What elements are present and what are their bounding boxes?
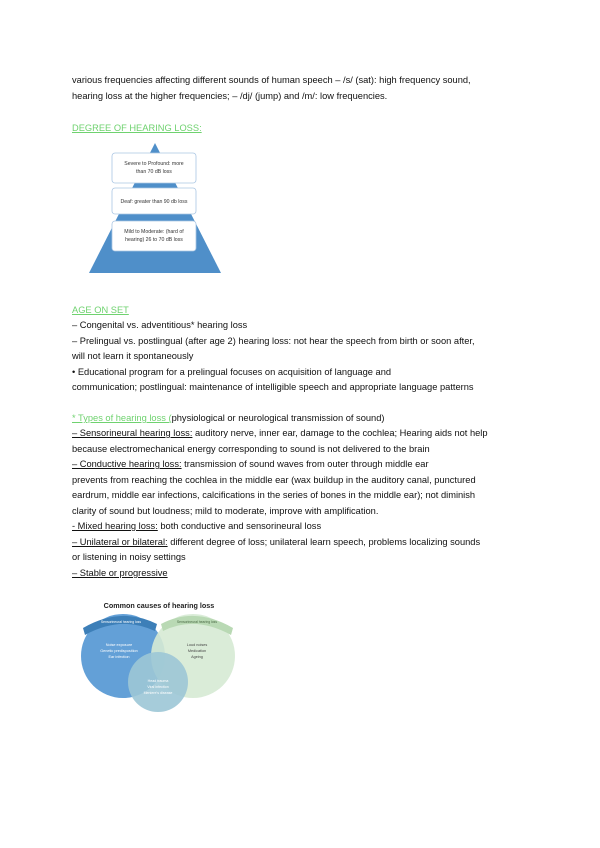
age-item-3-line-2: communication; postlingual: maintenance of intelligible speech and appropriate language patterns <box>72 382 474 392</box>
causes-right-banner-text: Sensorineural hearing loss <box>176 620 218 624</box>
causes-left-line-3: Ear infection <box>108 655 130 659</box>
conductive-text: transmission of sound waves from outer through middle ear <box>181 459 429 469</box>
age-item-2-line-1: – Prelingual vs. postlingual (after age 2) hearing loss: not hear the speech from birth or soon after, <box>72 336 475 346</box>
pyramid-bottom-line-2: hearing) 26 to 70 dB loss <box>125 237 183 243</box>
mixed-text: both conductive and sensorineural loss <box>157 521 322 531</box>
age-heading: AGE ON SET <box>72 305 129 315</box>
causes-left-line-1: Noise exposure <box>105 643 133 647</box>
sensorineural-text: auditory nerve, inner ear, damage to the cochlea; Hearing aids not help <box>192 428 488 438</box>
causes-diagram <box>75 598 240 716</box>
hearing-loss-pyramid <box>85 141 225 276</box>
age-item-2-line-2: will not learn it spontaneously <box>72 351 194 361</box>
causes-bottom-line-3: Meniere's disease <box>143 691 173 695</box>
sensorineural-label: – Sensorineural hearing loss: <box>72 428 193 438</box>
mixed-line <box>72 519 528 535</box>
causes-bottom-line-2: Viral infection <box>147 685 169 689</box>
causes-title: Common causes of hearing loss <box>103 601 215 610</box>
types-heading-link[interactable]: * Types of hearing loss ( <box>72 413 172 423</box>
causes-left-banner-text: Sensorineural hearing loss <box>100 620 142 624</box>
pyramid-top-line-1: Severe to Profound: more <box>124 161 184 167</box>
intro-line-1: various frequencies affecting different sounds of human speech – /s/ (sat): high frequency sound, <box>72 75 471 85</box>
causes-bottom-line-1: Head trauma <box>147 679 169 683</box>
sensorineural-line-1 <box>72 426 528 442</box>
types-heading-rest: physiological or neurological transmission of sound) <box>171 413 385 423</box>
conductive-line-1 <box>72 457 528 473</box>
causes-right-line-1: Loud noises <box>186 643 208 647</box>
age-item-1: – Congenital vs. adventitious* hearing loss <box>72 320 248 330</box>
causes-right-line-2: Medication <box>187 649 207 653</box>
age-item-3-line-1: • Educational program for a prelingual focuses on acquisition of language and <box>72 367 392 377</box>
pyramid-middle-text: Deaf: greater than 90 db loss <box>120 199 188 205</box>
conductive-line-4: clarity of sound but loudness; mild to moderate, improve with amplification. <box>72 506 379 516</box>
unilateral-label: – Unilateral or bilateral: <box>72 537 168 547</box>
mixed-label: - Mixed hearing loss: <box>72 521 158 531</box>
pyramid-box-bottom <box>112 221 196 251</box>
unilateral-line-1 <box>72 535 528 551</box>
pyramid-box-top <box>112 153 196 183</box>
conductive-label: – Conductive hearing loss: <box>72 459 182 469</box>
causes-right-line-3: Ageing <box>191 655 203 659</box>
unilateral-text: different degree of loss; unilateral learn speech, problems localizing sounds <box>167 537 481 547</box>
conductive-line-2: prevents from reaching the cochlea in the middle ear (wax buildup in the auditory canal, punctured <box>72 475 476 485</box>
conductive-line-3: eardrum, middle ear infections, calcifications in the series of bones in the middle ear); not diminish <box>72 490 476 500</box>
stable-label: – Stable or progressive <box>72 568 168 578</box>
degree-heading: DEGREE OF HEARING LOSS: <box>72 123 202 133</box>
types-heading <box>72 411 528 427</box>
pyramid-top-line-2: than 70 dB loss <box>136 169 172 175</box>
unilateral-line-2: or listening in noisy settings <box>72 552 186 562</box>
sensorineural-line-2: because electromechanical energy corresponding to sound is not delivered to the brain <box>72 444 430 454</box>
intro-line-2: hearing loss at the higher frequencies; – /dj/ (jump) and /m/: low frequencies. <box>72 91 388 101</box>
causes-left-line-2: Genetic predisposition <box>100 649 138 653</box>
pyramid-bottom-line-1: Mild to Moderate: (hard of <box>124 229 184 235</box>
